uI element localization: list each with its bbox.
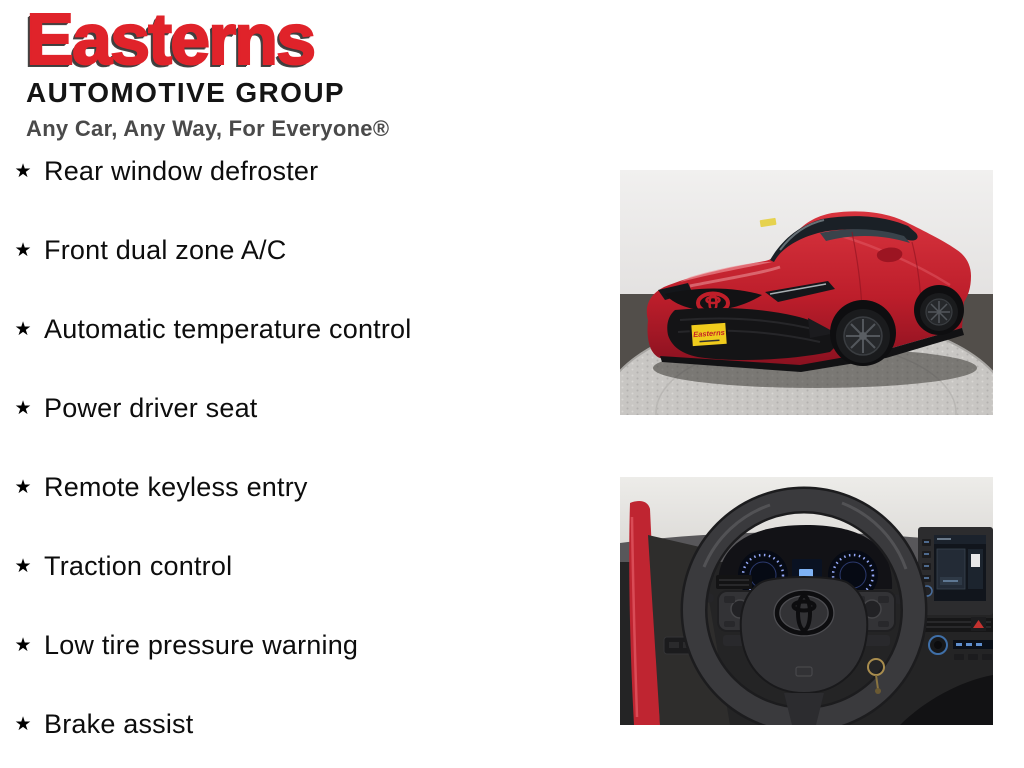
star-bullet-icon: ★ <box>14 240 32 261</box>
dealer-logo <box>26 0 390 142</box>
license-plate <box>690 322 728 347</box>
star-bullet-icon: ★ <box>14 556 32 577</box>
star-bullet-icon: ★ <box>14 714 32 735</box>
plate-text: Easterns <box>692 327 726 340</box>
brand-division: AUTOMOTIVE GROUP <box>26 77 346 108</box>
exterior-photo-illustration <box>620 170 993 415</box>
feature-item <box>10 685 411 764</box>
feature-label: Rear window defroster <box>44 156 319 186</box>
feature-label: Remote keyless entry <box>44 472 308 502</box>
feature-item <box>10 290 411 369</box>
interior-photo <box>620 477 993 725</box>
touchscreen <box>918 527 993 615</box>
rear-wheel <box>920 293 958 331</box>
front-wheel <box>836 309 890 363</box>
star-bullet-icon: ★ <box>14 635 32 656</box>
feature-item <box>10 132 411 211</box>
vehicle-feature-list <box>10 132 411 764</box>
interior-photo-illustration <box>620 477 993 725</box>
feature-item <box>10 211 411 290</box>
feature-item <box>10 606 411 685</box>
star-bullet-icon: ★ <box>14 319 32 340</box>
feature-label: Traction control <box>44 551 233 581</box>
feature-item <box>10 369 411 448</box>
feature-item <box>10 448 411 527</box>
brand-name: Easterns <box>26 0 315 80</box>
feature-label: Low tire pressure warning <box>44 630 359 660</box>
feature-label: Front dual zone A/C <box>44 235 287 265</box>
star-bullet-icon: ★ <box>14 161 32 182</box>
star-bullet-icon: ★ <box>14 477 32 498</box>
brand-tagline: Any Car, Any Way, For Everyone® <box>26 116 390 141</box>
feature-label: Power driver seat <box>44 393 258 423</box>
feature-label: Brake assist <box>44 709 194 739</box>
feature-label: Automatic temperature control <box>44 314 412 344</box>
exterior-photo <box>620 170 993 415</box>
feature-item <box>10 527 411 606</box>
star-bullet-icon: ★ <box>14 398 32 419</box>
